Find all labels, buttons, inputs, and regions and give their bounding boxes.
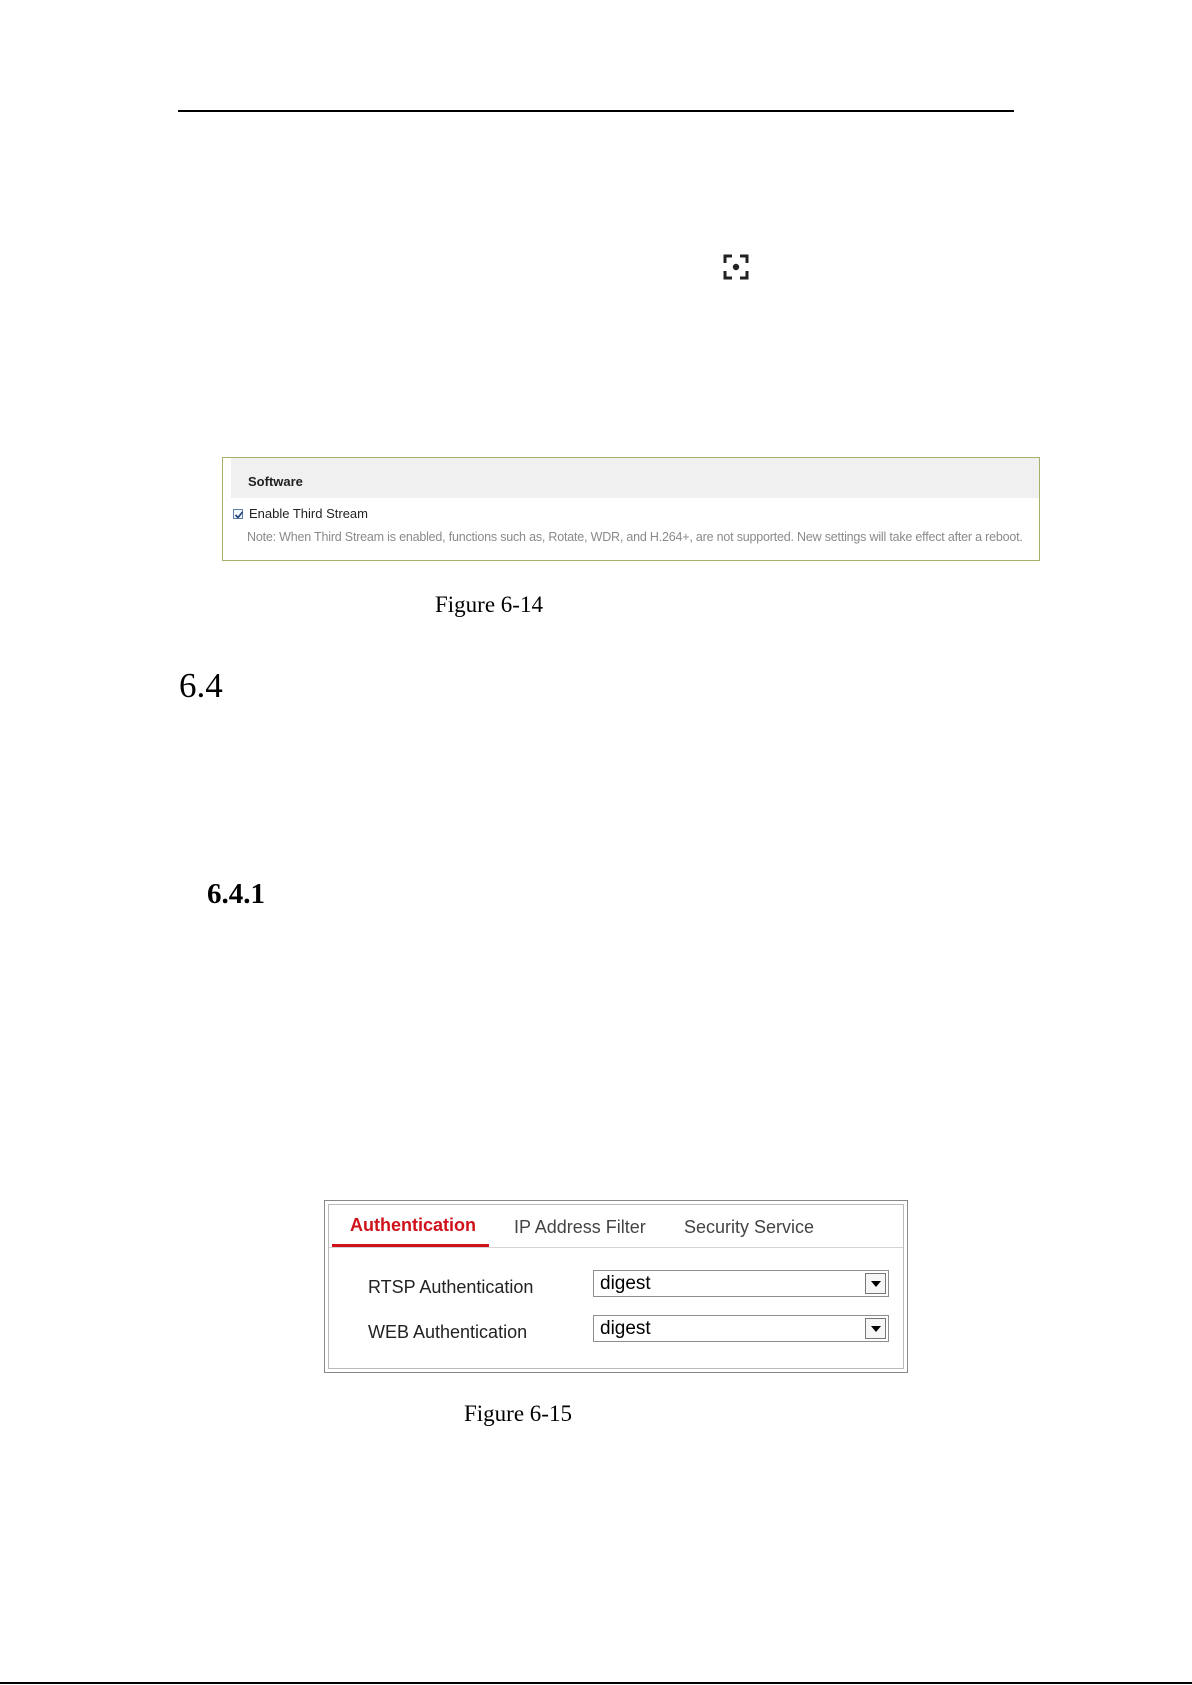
web-authentication-select[interactable] (593, 1315, 889, 1342)
footer-rule (0, 1682, 1192, 1684)
rtsp-authentication-label: RTSP Authentication (368, 1277, 534, 1297)
enable-third-stream-checkbox[interactable] (233, 509, 243, 519)
subsection-heading: 6.4.1 (207, 878, 265, 910)
software-panel-title: Software (248, 474, 303, 489)
rtsp-authentication-select[interactable] (593, 1270, 889, 1297)
tab-security-service[interactable]: Security Service (684, 1217, 815, 1237)
third-stream-note: Note: When Third Stream is enabled, functions such as, Rotate, WDR, and H.264+, are not supported. New settings will take effect after a reboot. (247, 530, 1023, 544)
software-panel-header (231, 458, 1039, 498)
chevron-down-icon[interactable] (865, 1318, 886, 1339)
active-tab-indicator (332, 1244, 489, 1247)
fullscreen-icon (723, 254, 749, 280)
figure-caption-6-14: Figure 6-14 (435, 592, 543, 617)
rtsp-authentication-value: digest (600, 1273, 651, 1294)
checkmark-icon (234, 510, 244, 520)
section-heading: 6.4 (179, 666, 223, 705)
auth-tab-bar (329, 1205, 903, 1248)
header-rule (178, 110, 1014, 112)
authentication-panel (324, 1200, 908, 1373)
web-authentication-label: WEB Authentication (368, 1322, 528, 1342)
software-panel (222, 457, 1040, 561)
enable-third-stream-label: Enable Third Stream (249, 506, 368, 521)
tab-ip-address-filter[interactable]: IP Address Filter (514, 1217, 646, 1237)
web-authentication-value: digest (600, 1318, 651, 1339)
figure-caption-6-15: Figure 6-15 (464, 1401, 572, 1426)
tab-authentication[interactable]: Authentication (350, 1215, 476, 1235)
chevron-down-icon[interactable] (865, 1273, 886, 1294)
